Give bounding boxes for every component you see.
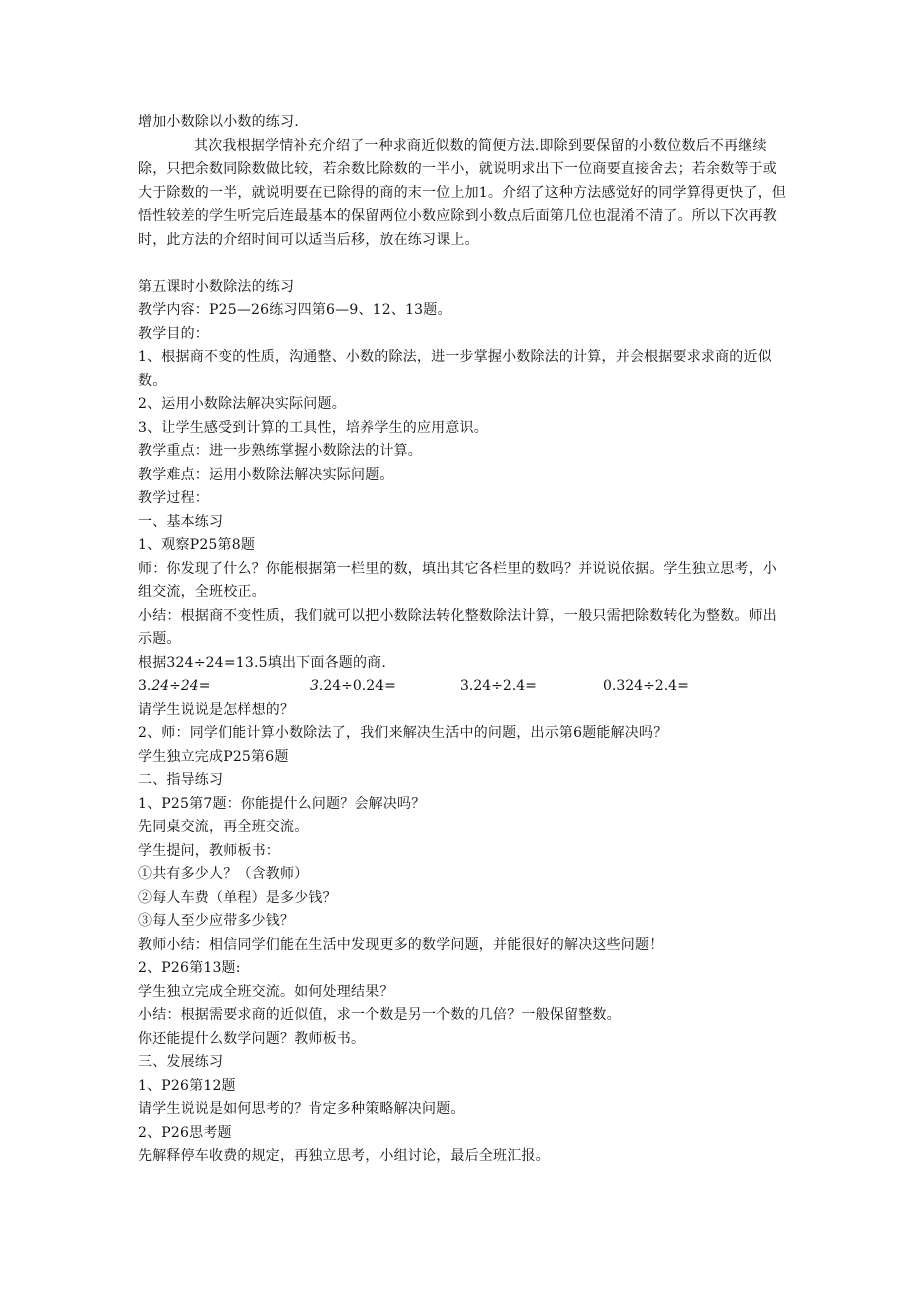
section-1-independent: 学生独立完成P25第6题 xyxy=(138,748,289,765)
calc-item-2 xyxy=(310,675,460,699)
section-1-given: 根据324÷24=13.5填出下面各题的商. xyxy=(138,654,387,671)
intro-paragraph: 其次我根据学情补充介绍了一种求商近似数的简便方法.即除到要保留的小数位数后不再继续除，只把余数同除数做比较，若余数比除数的一半小，就说明求出下一位商要直接舍去；若余数等于或大于除数的一半，就说明要在已除得的商的末一位上加1。介绍了这种方法感觉好的同学算得更快了，但悟性较差的学生听完后连最基本的保留两位小数应除到小数点后面第几位也混淆不清了。所以下次再教时，此方法的介绍时间可以适当后移，放在练习课上。 xyxy=(138,137,787,248)
section-1-item-1: 1、观察P25第8题 xyxy=(138,537,256,553)
section-1-teacher: 师：你发现了什么？你能根据第一栏里的数，填出其它各栏里的数吗？并说说依据。学生独立思考，小组交流，全班校正。 xyxy=(138,560,777,600)
section-2-question-3: ③每人至少应带多少钱？ xyxy=(138,913,295,929)
goal-3: 3、让学生感受到计算的工具性，培养学生的应用意识。 xyxy=(138,419,488,436)
section-2-summary: 小结：根据需要求商的近似值，求一个数是另一个数的几倍？一般保留整数。 xyxy=(138,1007,621,1023)
document-page xyxy=(138,111,788,1169)
calc-1-italic: 24÷24= xyxy=(151,678,211,694)
lesson-title: 第五课时小数除法的练习 xyxy=(138,278,295,295)
section-2-item-2: 2、P26第13题: xyxy=(138,960,241,976)
goal-1: 1、根据商不变的性质，沟通整、小数的除法，进一步掌握小数除法的计算，并会根据要求求商的近似数。 xyxy=(138,349,772,389)
section-1-item-2: 2、师：同学们能计算小数除法了，我们来解决生活中的问题，出示第6题能解决吗？ xyxy=(138,725,668,741)
section-3-strategy: 请学生说说是如何思考的？肯定多种策略解决问题。 xyxy=(138,1101,465,1117)
calc-1-prefix: 3. xyxy=(138,678,152,694)
calc-item-1 xyxy=(138,675,310,699)
calc-item-4: 0.324÷2.4= xyxy=(603,678,689,694)
key-point: 教学重点：进一步熟练掌握小数除法的计算。 xyxy=(138,443,422,459)
goal-2: 2、运用小数除法解决实际问题。 xyxy=(138,396,346,412)
section-2-item-1: 1、P25第7题：你能提什么问题？会解决吗？ xyxy=(138,795,426,812)
section-2-heading: 二、指导练习 xyxy=(138,772,224,788)
section-1-explain: 请学生说说是怎样想的？ xyxy=(138,701,295,718)
process-label: 教学过程： xyxy=(138,490,209,506)
section-3-item-2: 2、P26思考题 xyxy=(138,1124,232,1141)
section-3-heading: 三、发展练习 xyxy=(138,1054,224,1070)
section-1-heading: 一、基本练习 xyxy=(138,513,224,530)
section-2-board: 学生提问，教师板书： xyxy=(138,842,280,859)
calc-row xyxy=(138,675,788,699)
section-2-more: 你还能提什么数学问题？教师板书。 xyxy=(138,1030,366,1047)
section-1-summary: 小结：根据商不变性质，我们就可以把小数除法转化整数除法计算，一般只需把除数转化为整数。师出示题。 xyxy=(138,607,777,647)
calc-2-italic: 3. xyxy=(310,678,324,694)
spacer xyxy=(138,252,788,276)
section-2-independent: 学生独立完成全班交流。如何处理结果？ xyxy=(138,983,394,1000)
calc-item-3: 3.24÷2.4= xyxy=(460,678,537,694)
section-2-question-2: ②每人车费（单程）是多少钱？ xyxy=(138,889,337,906)
section-3-final: 先解释停车收费的规定，再独立思考，小组讨论，最后全班汇报。 xyxy=(138,1148,550,1164)
section-2-question-1: ①共有多少人？（含教师） xyxy=(138,866,309,882)
difficulty: 教学难点：运用小数除法解决实际问题。 xyxy=(138,466,394,483)
section-2-pair: 先同桌交流，再全班交流。 xyxy=(138,819,309,835)
lesson-content: 教学内容：P25—26练习四第6—9、12、13题。 xyxy=(138,302,452,318)
section-2-teacher-summary: 教师小结：相信同学们能在生活中发现更多的数学问题，并能很好的解决这些问题！ xyxy=(138,936,664,953)
section-3-item-1: 1、P26第12题 xyxy=(138,1077,236,1094)
calc-2-rest: 24÷0.24= xyxy=(323,678,396,694)
intro-line: 增加小数除以小数的练习. xyxy=(138,114,299,130)
goals-label: 教学目的： xyxy=(138,325,209,342)
